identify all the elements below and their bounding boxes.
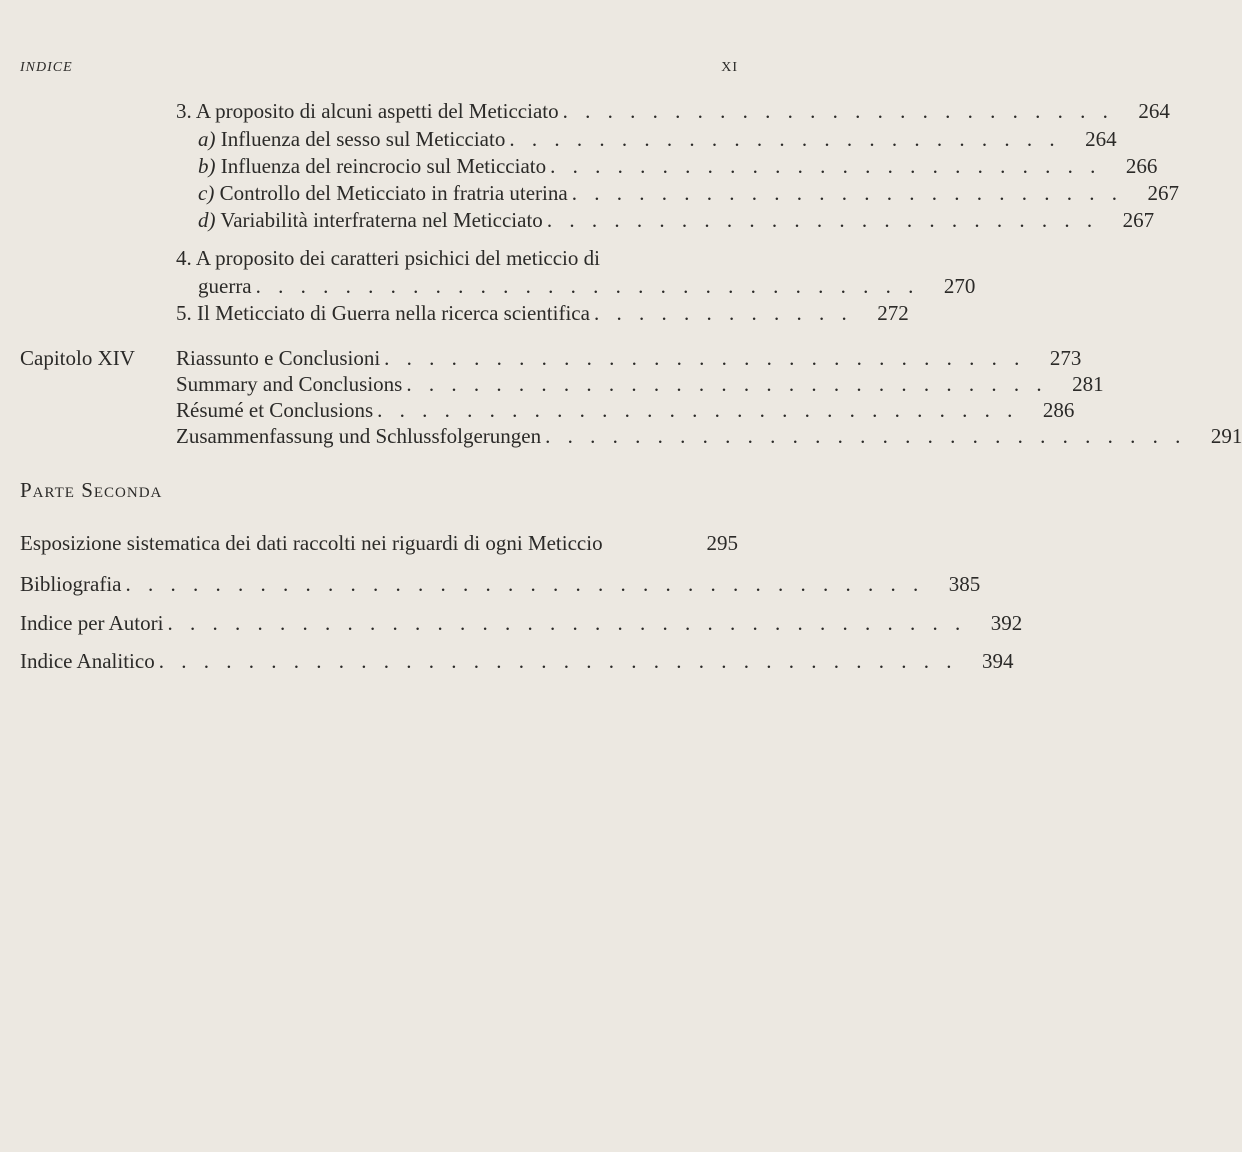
- toc-entry-label-line1: 4. A proposito dei caratteri psichici del meticcio di: [176, 246, 600, 270]
- leader-dots: . . . . . . . . . . . .: [593, 301, 853, 325]
- toc-entry-page: 264: [1085, 127, 1117, 151]
- toc-entry-label: Zusammenfassung und Schlussfolgerungen: [176, 424, 542, 448]
- toc-entry: [176, 98, 1170, 124]
- toc-entry-page: 394: [981, 649, 1014, 673]
- toc-entry-label: Summary and Conclusions: [176, 372, 403, 396]
- leader-dots: . . . . . . . . . . . . . . . . . . . . . . . . .: [571, 181, 1123, 205]
- toc-entry-page: 270: [943, 274, 976, 298]
- toc-entry-label: d) Variabilità interfraterna nel Meticciato: [198, 208, 543, 232]
- toc-entry-label: Esposizione sistematica dei dati raccolti nei riguardi di ogni Meticcio: [20, 531, 603, 555]
- toc-entry: [198, 153, 1158, 179]
- toc-entry-page: 267: [1122, 208, 1155, 232]
- toc-entry-page: 286: [1042, 398, 1075, 422]
- leader-dots: . . . . . . . . . . . . . . . . . . . . . . . . . . . . . .: [255, 274, 920, 298]
- toc-entry: [176, 300, 909, 326]
- toc-entry: [198, 126, 1117, 152]
- leader-dots: . . . . . . . . . . . . . . . . . . . . . . . . .: [562, 99, 1114, 123]
- chapter-label: Capitolo XIV: [20, 346, 135, 370]
- toc-entry: [198, 273, 976, 299]
- toc-entry-page: 273: [1049, 346, 1082, 370]
- toc-entry-page: 266: [1125, 154, 1158, 178]
- toc-entry-page: 264: [1138, 99, 1170, 123]
- toc-entry: [20, 610, 1023, 636]
- toc-entry: [20, 571, 981, 597]
- toc-entry: [20, 648, 1014, 674]
- part-heading: Parte Seconda: [20, 478, 163, 502]
- toc-entry-label: b) Influenza del reincrocio sul Meticciato: [198, 154, 547, 178]
- toc-entry-page: 281: [1072, 372, 1104, 396]
- toc-entry: [198, 180, 1179, 206]
- leader-dots: . . . . . . . . . . . . . . . . . . . . . . . . . . . . .: [545, 424, 1187, 448]
- toc-entry-page: 291: [1210, 424, 1242, 448]
- leader-dots: . . . . . . . . . . . . . . . . . . . . . . . . .: [546, 208, 1099, 232]
- leader-dots: . . . . . . . . . . . . . . . . . . . . . . . . . . . . .: [377, 398, 1019, 422]
- toc-entry-prefix: d): [198, 208, 216, 232]
- toc-entry: [20, 530, 738, 556]
- toc-entry-label: Indice per Autori: [20, 611, 164, 635]
- toc-entry-label: Indice Analitico: [20, 649, 155, 673]
- toc-entry-label: a) Influenza del sesso sul Meticciato: [198, 127, 506, 151]
- toc-entry-page: 295: [706, 531, 738, 555]
- toc-entry-page: 267: [1147, 181, 1179, 205]
- toc-entry-label: Riassunto e Conclusioni: [176, 346, 381, 370]
- toc-entry-page: 385: [948, 572, 981, 596]
- leader-dots: . . . . . . . . . . . . . . . . . . . . . . . . .: [550, 154, 1102, 178]
- toc-entry: [176, 345, 1082, 371]
- leader-dots: . . . . . . . . . . . . . . . . . . . . . . . . . . . . . . . . . . . .: [125, 572, 925, 596]
- toc-entry-label: 5. Il Meticciato di Guerra nella ricerca scientifica: [176, 301, 590, 325]
- running-header-page-number: XI: [721, 60, 738, 75]
- toc-entry-label: 3. A proposito di alcuni aspetti del Meticciato: [176, 99, 559, 123]
- toc-entry: [176, 423, 1242, 449]
- toc-entry-prefix: b): [198, 154, 216, 178]
- toc-entry: [198, 207, 1155, 233]
- leader-dots: . . . . . . . . . . . . . . . . . . . . . . . . . . . . .: [384, 346, 1026, 370]
- toc-entry: [176, 371, 1104, 397]
- leader-dots: . . . . . . . . . . . . . . . . . . . . . . . . . . . . . . . . . . . .: [158, 649, 958, 673]
- toc-entry-label-line2: guerra: [198, 274, 252, 298]
- toc-entry-page: 392: [990, 611, 1023, 635]
- toc-entry: [176, 397, 1075, 423]
- leader-dots: . . . . . . . . . . . . . . . . . . . . . . . . . . . . .: [406, 372, 1048, 396]
- leader-dots: . . . . . . . . . . . . . . . . . . . . . . . . .: [509, 127, 1061, 151]
- toc-entry-label: c) Controllo del Meticciato in fratria uterina: [198, 181, 568, 205]
- running-header-title: INDICE: [20, 60, 73, 75]
- toc-entry-label: Bibliografia: [20, 572, 122, 596]
- toc-entry-prefix: a): [198, 127, 216, 151]
- leader-dots: . . . . . . . . . . . . . . . . . . . . . . . . . . . . . . . . . . . .: [167, 611, 967, 635]
- toc-entry-page: 272: [877, 301, 909, 325]
- toc-entry-label: Résumé et Conclusions: [176, 398, 374, 422]
- toc-entry-prefix: c): [198, 181, 215, 205]
